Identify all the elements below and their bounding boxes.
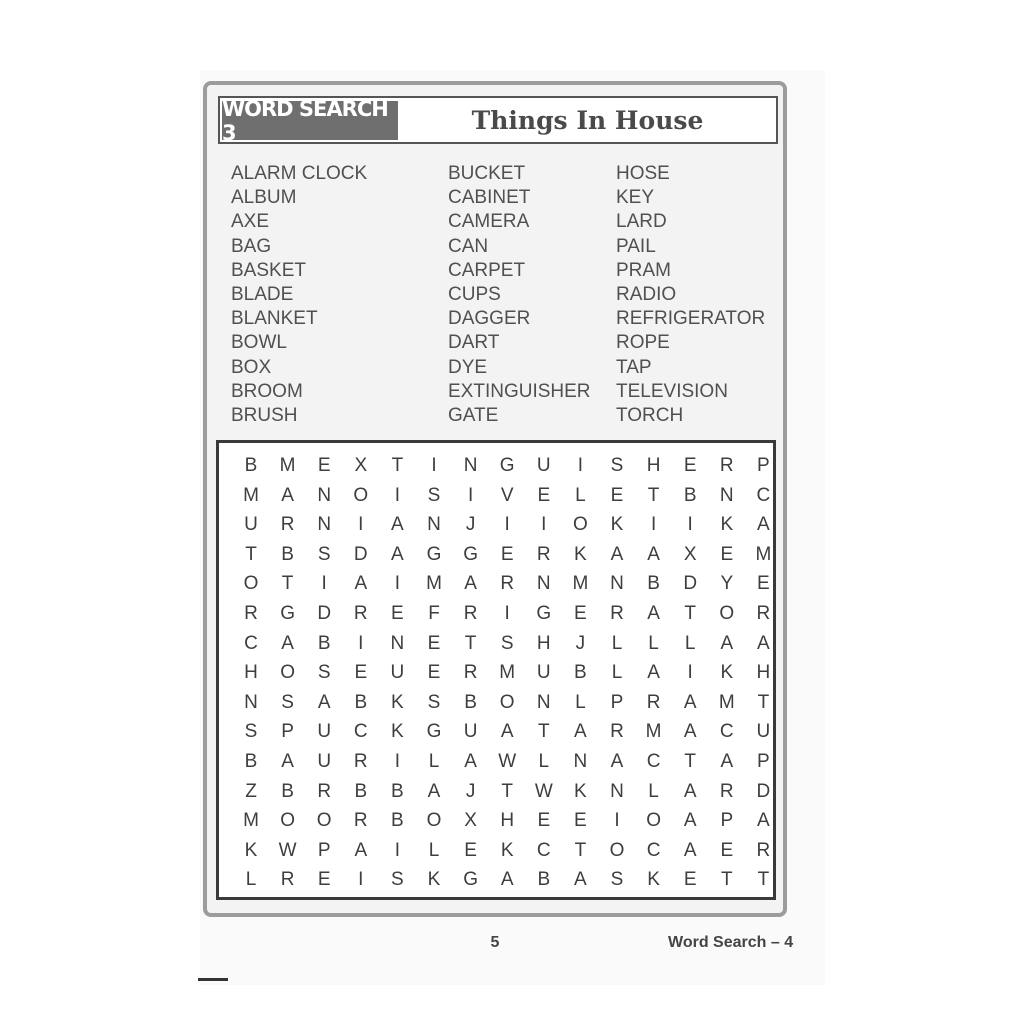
grid-letter: R	[719, 780, 734, 802]
grid-letter: F	[428, 603, 440, 624]
grid-letter: E	[537, 810, 551, 832]
grid-letter: B	[281, 780, 294, 802]
grid-letter: H	[756, 662, 771, 684]
grid-letter: H	[646, 455, 661, 476]
grid-letter: M	[279, 455, 296, 476]
grid-letter: K	[500, 839, 514, 861]
grid-letter: I	[577, 455, 584, 476]
grid-letter: B	[281, 543, 294, 565]
grid-letter: E	[317, 455, 331, 476]
grid-letter: O	[243, 573, 259, 595]
grid-letter: R	[756, 839, 771, 861]
grid-letter: T	[574, 839, 587, 861]
grid-letter: N	[317, 484, 332, 506]
grid-letter: A	[281, 751, 294, 772]
grid-letter: R	[536, 543, 551, 565]
grid-letter: M	[572, 573, 589, 595]
grid-letter: T	[281, 573, 294, 595]
grid-letter: A	[647, 662, 660, 684]
grid-letter: I	[394, 751, 401, 772]
grid-letter: E	[354, 662, 368, 684]
grid-letter: A	[317, 691, 331, 713]
grid-letter: T	[720, 869, 733, 891]
grid-letter: Z	[245, 780, 257, 802]
grid-letter: T	[464, 632, 477, 654]
grid-letter: M	[243, 810, 259, 832]
grid-letter: A	[281, 632, 294, 654]
grid-letter: M	[645, 721, 662, 743]
grid-letter: B	[244, 455, 258, 476]
grid-letter: C	[756, 484, 771, 506]
grid-letter: E	[537, 484, 551, 506]
grid-letter: U	[536, 455, 551, 476]
grid-letter: E	[720, 543, 734, 565]
grid-letter: O	[426, 810, 442, 832]
grid-letter: X	[683, 543, 697, 565]
grid-letter: E	[683, 455, 697, 476]
grid-letter: U	[536, 662, 551, 684]
grid-letter: B	[537, 869, 551, 891]
word-list-item: RADIO	[616, 284, 677, 306]
grid-letter: E	[464, 839, 477, 861]
grid-letter: I	[394, 573, 401, 595]
grid-letter: I	[358, 869, 364, 891]
grid-letter: C	[536, 839, 551, 861]
word-list-item: BROOM	[231, 380, 303, 402]
grid-letter: C	[646, 839, 661, 861]
grid-letter: T	[757, 691, 770, 713]
grid-letter: D	[317, 603, 332, 624]
grid-letter: K	[427, 869, 441, 891]
word-list-item: ALARM CLOCK	[231, 163, 368, 184]
grid-letter: N	[573, 751, 588, 772]
grid-letter: A	[757, 514, 770, 536]
word-list-item: BOX	[231, 356, 272, 378]
letter-grid	[216, 440, 776, 900]
word-list-item: BOWL	[231, 332, 287, 354]
grid-letter: L	[648, 632, 659, 654]
word-list-item: REFRIGERATOR	[616, 308, 766, 330]
word-list-item: ALBUM	[231, 187, 297, 209]
grid-letter: D	[353, 543, 368, 565]
grid-letter: C	[244, 632, 258, 654]
grid-letter: I	[358, 632, 364, 654]
grid-letter: C	[719, 721, 734, 743]
word-list-item: PAIL	[616, 235, 656, 257]
grid-letter: A	[281, 484, 294, 506]
grid-letter: N	[610, 573, 624, 595]
grid-letter: L	[245, 869, 257, 891]
grid-letter: O	[499, 691, 515, 713]
grid-letter: A	[683, 721, 697, 743]
grid-letter: E	[757, 573, 770, 595]
grid-letter: N	[536, 691, 551, 713]
grid-letter: B	[317, 632, 331, 654]
grid-letter: I	[687, 514, 693, 536]
grid-letter: W	[498, 751, 517, 772]
word-list-item: AXE	[231, 211, 270, 233]
grid-letter: B	[391, 780, 404, 802]
word-list-item: KEY	[616, 187, 655, 209]
grid-letter: E	[500, 543, 514, 565]
grid-letter: H	[500, 810, 515, 832]
grid-letter: I	[358, 514, 364, 536]
grid-letter: P	[757, 751, 770, 772]
grid-letter: K	[391, 721, 404, 743]
word-list-item: CARPET	[448, 259, 526, 281]
word-list-item: CAN	[448, 235, 489, 257]
word-list-item: CABINET	[448, 187, 531, 209]
grid-letter: A	[500, 869, 514, 891]
grid-letter: L	[575, 691, 586, 713]
grid-letter: G	[426, 721, 442, 743]
grid-letter: R	[463, 662, 478, 684]
grid-letter: E	[574, 810, 587, 832]
grid-letter: A	[464, 573, 477, 595]
grid-letter: E	[427, 632, 441, 654]
grid-letter: R	[353, 810, 368, 832]
grid-letter: T	[647, 484, 660, 506]
word-list-item: TAP	[616, 356, 652, 378]
grid-letter: A	[683, 839, 697, 861]
grid-letter: E	[574, 603, 587, 624]
grid-letter: B	[354, 780, 368, 802]
grid-letter: C	[353, 721, 368, 743]
grid-letter: M	[499, 662, 516, 684]
grid-letter: S	[427, 484, 441, 506]
grid-letter: O	[316, 810, 332, 832]
grid-letter: S	[317, 543, 331, 565]
grid-letter: G	[463, 543, 478, 565]
grid-letter: I	[394, 484, 401, 506]
grid-letter: A	[464, 751, 477, 772]
grid-letter: G	[280, 603, 295, 624]
grid-letter: T	[757, 869, 770, 891]
grid-letter: B	[647, 573, 660, 595]
grid-letter: P	[317, 839, 331, 861]
grid-letter: T	[501, 780, 513, 802]
grid-letter: L	[684, 632, 696, 654]
grid-letter: G	[426, 543, 442, 565]
word-list-item: DART	[448, 332, 500, 354]
grid-letter: M	[426, 573, 442, 595]
grid-letter: H	[244, 662, 258, 684]
grid-letter: R	[500, 573, 515, 595]
grid-letter: O	[609, 839, 625, 861]
grid-letter: S	[610, 455, 624, 476]
grid-letter: O	[353, 484, 369, 506]
grid-letter: A	[574, 869, 587, 891]
grid-letter: I	[504, 603, 510, 624]
grid-letter: S	[500, 632, 514, 654]
word-list-item: TELEVISION	[616, 380, 728, 402]
word-list-item: BASKET	[231, 259, 306, 281]
grid-letter: V	[500, 484, 514, 506]
grid-letter: R	[610, 603, 624, 624]
grid-letter: I	[650, 514, 657, 536]
word-list-item: BLANKET	[231, 308, 318, 330]
grid-letter: A	[427, 780, 441, 802]
grid-letter: K	[720, 514, 734, 536]
grid-letter: A	[610, 751, 624, 772]
grid-letter: K	[720, 662, 734, 684]
grid-letter: R	[353, 751, 368, 772]
grid-letter: U	[317, 721, 332, 743]
grid-letter: U	[317, 751, 332, 772]
grid-letter: D	[683, 573, 698, 595]
grid-letter: K	[244, 839, 258, 861]
grid-letter: E	[610, 484, 624, 506]
word-list-item: CAMERA	[448, 211, 530, 233]
word-list-item: GATE	[448, 405, 499, 427]
grid-letter: A	[757, 810, 770, 832]
grid-letter: L	[428, 839, 440, 861]
grid-letter: P	[281, 721, 294, 743]
grid-letter: P	[610, 691, 624, 713]
grid-letter: T	[391, 455, 404, 476]
word-list-item: CUPS	[448, 284, 501, 306]
grid-letter: Y	[720, 573, 734, 595]
grid-letter: U	[463, 721, 478, 743]
grid-letter: T	[684, 751, 696, 772]
grid-letter: E	[317, 869, 331, 891]
grid-letter: I	[614, 810, 620, 832]
grid-letter: B	[244, 751, 258, 772]
grid-letter: A	[354, 573, 368, 595]
grid-letter: O	[280, 810, 295, 832]
grid-letter: A	[683, 810, 697, 832]
grid-letter: L	[538, 751, 550, 772]
word-list-column-1	[231, 162, 367, 428]
grid-letter: R	[280, 869, 295, 891]
grid-letter: A	[720, 751, 734, 772]
word-list-item: DYE	[448, 356, 488, 378]
grid-letter: A	[683, 691, 697, 713]
grid-letter: A	[720, 632, 734, 654]
grid-letter: A	[647, 603, 660, 624]
grid-letter: A	[757, 632, 770, 654]
grid-letter: L	[648, 780, 659, 802]
grid-letter: B	[574, 662, 587, 684]
grid-letter: I	[321, 573, 327, 595]
word-list-column-2	[448, 162, 591, 428]
grid-letter: M	[755, 543, 772, 565]
grid-letter: L	[611, 632, 623, 654]
grid-letter: N	[427, 514, 441, 536]
grid-letter: N	[244, 691, 258, 713]
word-list-item: EXTINGUISHER	[448, 380, 591, 402]
grid-letter: N	[719, 484, 734, 506]
grid-letter: W	[534, 780, 553, 802]
grid-letter: O	[719, 603, 735, 624]
grid-letter: S	[281, 691, 294, 713]
page-edge-shadow	[198, 978, 228, 981]
grid-letter: E	[720, 839, 734, 861]
grid-letter: M	[718, 691, 735, 713]
grid-letter: A	[500, 721, 514, 743]
grid-letter: N	[463, 455, 478, 476]
grid-letter: A	[647, 543, 660, 565]
grid-letter: R	[317, 780, 332, 802]
grid-letter: X	[464, 810, 477, 832]
grid-letter: C	[646, 751, 661, 772]
grid-letter: K	[610, 514, 624, 536]
grid-letter: G	[463, 869, 478, 891]
word-list-item: BLADE	[231, 284, 294, 306]
grid-letter: K	[391, 691, 404, 713]
grid-letter: I	[467, 484, 474, 506]
grid-letter: S	[244, 721, 258, 743]
grid-letter: K	[574, 543, 587, 565]
grid-letter: O	[646, 810, 661, 832]
grid-letter: E	[391, 603, 404, 624]
grid-letter: I	[687, 662, 693, 684]
grid-letter: T	[245, 543, 257, 565]
word-list-item: PRAM	[616, 259, 671, 281]
grid-letter: A	[391, 514, 404, 536]
word-list-item: HOSE	[616, 163, 670, 184]
grid-letter: D	[756, 780, 771, 802]
grid-letter: B	[683, 484, 697, 506]
grid-letter: A	[574, 721, 587, 743]
grid-letter: B	[391, 810, 404, 832]
grid-letter: N	[610, 780, 624, 802]
word-list-item: DAGGER	[448, 308, 531, 330]
grid-letter: E	[683, 869, 697, 891]
grid-letter: R	[719, 455, 734, 476]
grid-letter: E	[427, 662, 441, 684]
grid-letter: S	[427, 691, 441, 713]
grid-letter: M	[243, 484, 259, 506]
word-list-item: BUCKET	[448, 163, 526, 184]
word-list-column-3	[616, 162, 765, 428]
grid-letter: U	[390, 662, 405, 684]
grid-letter: R	[610, 721, 624, 743]
grid-letter: I	[504, 514, 510, 536]
word-list-item: LARD	[616, 211, 667, 233]
grid-letter: R	[646, 691, 661, 713]
grid-letter: X	[354, 455, 368, 476]
grid-letter: T	[537, 721, 550, 743]
grid-letter: J	[465, 514, 476, 536]
grid-letter: A	[391, 543, 404, 565]
grid-letter: H	[536, 632, 551, 654]
grid-letter: L	[428, 751, 440, 772]
grid-letter: N	[390, 632, 405, 654]
grid-letter: L	[575, 484, 586, 506]
page-number: 5	[490, 934, 500, 951]
grid-letter: I	[541, 514, 547, 536]
grid-letter: A	[610, 543, 624, 565]
grid-letter: R	[280, 514, 295, 536]
grid-letter: G	[536, 603, 552, 624]
grid-letter: S	[610, 869, 624, 891]
word-list-item: ROPE	[616, 332, 670, 354]
grid-letter: R	[756, 603, 771, 624]
word-list-item: BAG	[231, 235, 272, 257]
grid-letter: A	[354, 839, 368, 861]
grid-letter: O	[280, 662, 295, 684]
grid-letter: P	[757, 455, 770, 476]
grid-letter: A	[683, 780, 697, 802]
puzzle-title: Things In House	[471, 106, 704, 135]
puzzle-tag: WORD SEARCH 3	[222, 101, 398, 140]
grid-letter: G	[499, 455, 515, 476]
grid-letter: K	[647, 869, 660, 891]
grid-letter: B	[464, 691, 477, 713]
grid-letter: N	[317, 514, 332, 536]
grid-letter: S	[317, 662, 331, 684]
word-list-item: TORCH	[616, 405, 684, 427]
grid-letter: R	[244, 603, 258, 624]
grid-letter: J	[575, 632, 586, 654]
grid-letter: U	[244, 514, 258, 536]
grid-letter: T	[684, 603, 696, 624]
grid-letter: B	[354, 691, 368, 713]
grid-letter: I	[394, 839, 401, 861]
word-list-item: BRUSH	[231, 405, 298, 427]
book-title: Word Search – 4	[668, 934, 794, 951]
grid-letter: O	[573, 514, 588, 536]
grid-letter: N	[536, 573, 551, 595]
grid-letter: R	[463, 603, 478, 624]
grid-letter: I	[431, 455, 437, 476]
grid-letter: L	[611, 662, 623, 684]
grid-letter: W	[278, 839, 297, 861]
grid-letter: P	[720, 810, 734, 832]
grid-letter: R	[353, 603, 368, 624]
grid-letter: S	[391, 869, 404, 891]
grid-letter: K	[574, 780, 587, 802]
grid-letter: J	[465, 780, 476, 802]
grid-letter: U	[756, 721, 771, 743]
